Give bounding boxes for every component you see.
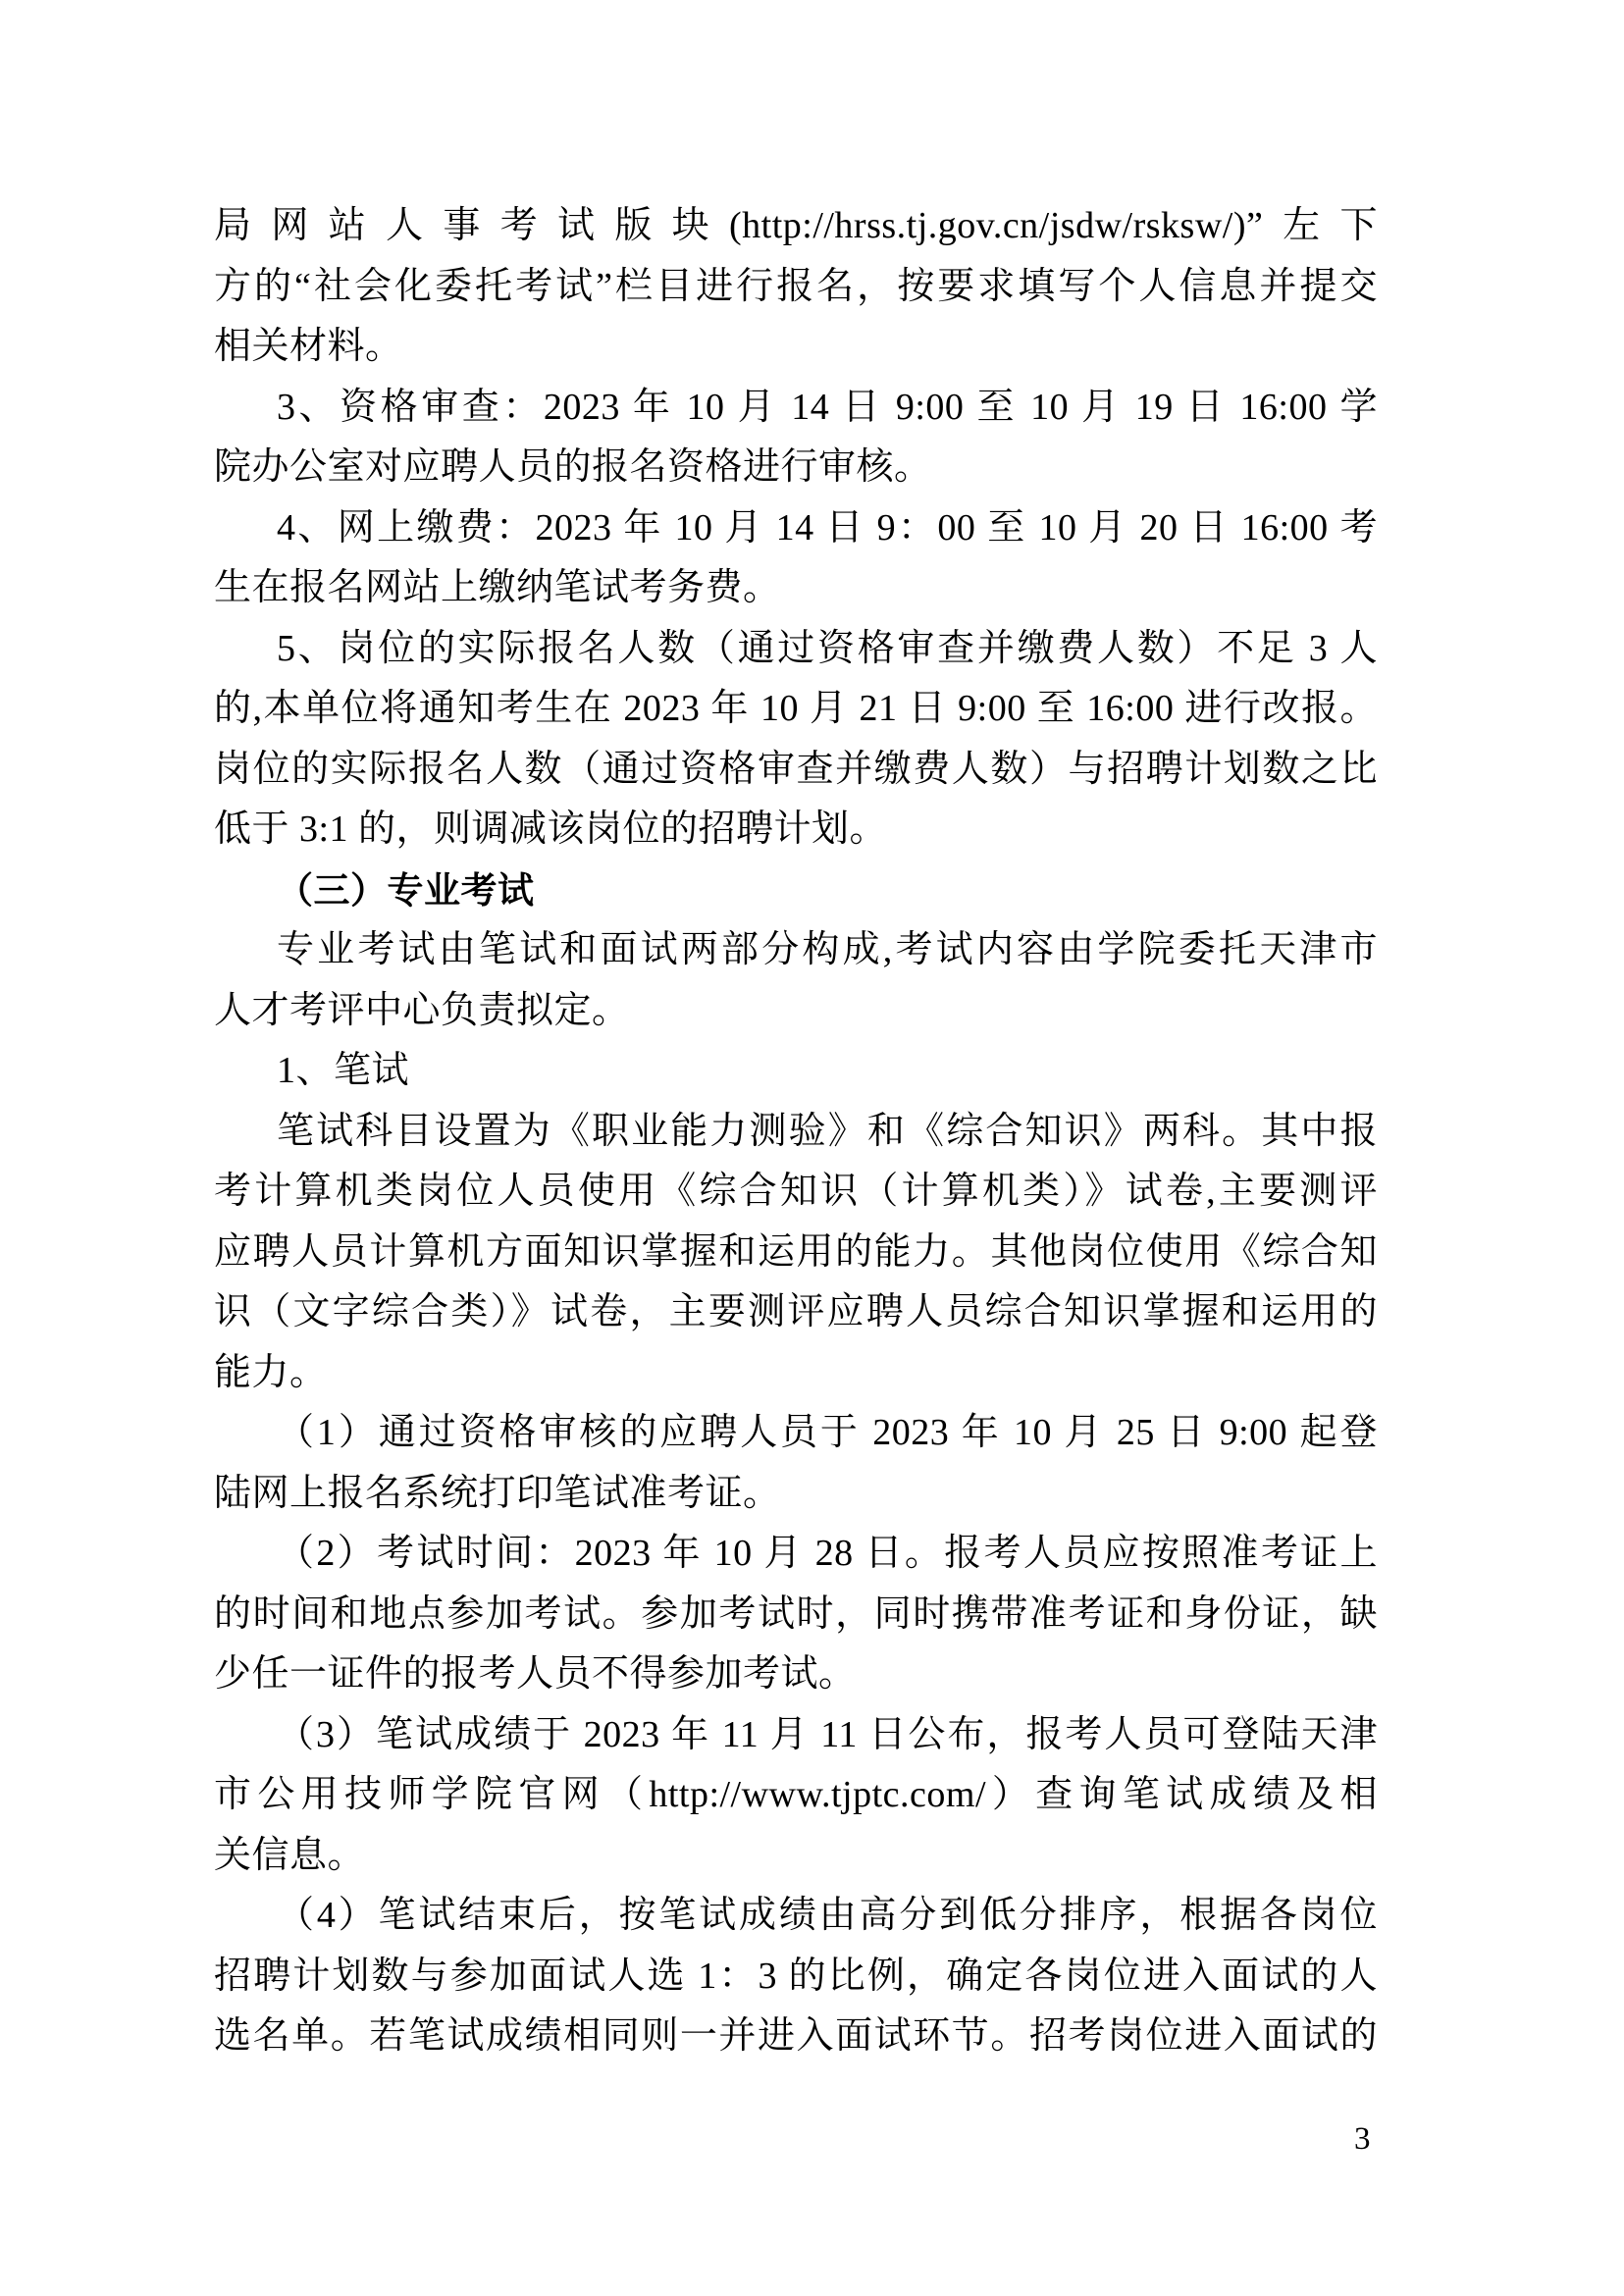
text-line: 市公用技师学院官网（http://www.tjptc.com/）查询笔试成绩及相 (214, 1774, 1378, 1815)
text-line: 低于 3:1 的，则调减该岗位的招聘计划。 (214, 809, 888, 850)
text-line: 相关材料。 (214, 326, 403, 367)
section-heading: （三）专业考试 (277, 869, 535, 911)
text-line: 考计算机类岗位人员使用《综合知识（计算机类）》试卷,主要测评 (214, 1171, 1378, 1212)
document-body-text (214, 196, 1378, 2067)
text-line: 少任一证件的报考人员不得参加考试。 (214, 1653, 857, 1695)
text-line: 5、岗位的实际报名人数（通过资格审查并缴费人数）不足 3 人 (277, 627, 1378, 669)
text-line: （4）笔试结束后，按笔试成绩由高分到低分排序，根据各岗位 (277, 1895, 1378, 1936)
text-line: 的时间和地点参加考试。参加考试时，同时携带准考证和身份证，缺 (214, 1592, 1378, 1635)
text-line: 生在报名网站上缴纳笔试考务费。 (214, 567, 781, 608)
text-line: 人才考评中心负责拟定。 (214, 989, 630, 1031)
text-line: 1、笔试 (277, 1050, 410, 1091)
text-line: 应聘人员计算机方面知识掌握和运用的能力。其他岗位使用《综合知 (214, 1230, 1378, 1273)
text-line: 识（文字综合类）》试卷，主要测评应聘人员综合知识掌握和运用的 (214, 1291, 1378, 1332)
text-line: 关信息。 (214, 1834, 366, 1876)
text-line: 专业考试由笔试和面试两部分构成,考试内容由学院委托天津市 (277, 929, 1378, 970)
text-line: 院办公室对应聘人员的报名资格进行审核。 (214, 446, 932, 488)
page-number: 3 (1354, 2121, 1371, 2157)
text-line: 笔试科目设置为《职业能力测验》和《综合知识》两科。其中报 (277, 1110, 1378, 1152)
text-line: 方的“社会化委托考试”栏目进行报名，按要求填写个人信息并提交 (214, 265, 1378, 307)
text-line: （3）笔试成绩于 2023 年 11 月 11 日公布，报考人员可登陆天津 (277, 1713, 1378, 1755)
text-line: （1）通过资格审核的应聘人员于 2023 年 10 月 25 日 9:00 起登 (277, 1412, 1378, 1453)
text-line: 3、资格审查：2023 年 10 月 14 日 9:00 至 10 月 19 日 16:00 学 (277, 386, 1378, 428)
text-line: 的,本单位将通知考生在 2023 年 10 月 21 日 9:00 至 16:00 进行改报。 (214, 688, 1378, 729)
text-line: 能力。 (214, 1351, 328, 1393)
text-line: 局网站人事考试版块(http://hrss.tj.gov.cn/jsdw/rsksw/)”左下 (214, 205, 1378, 246)
text-line: （2）考试时间：2023 年 10 月 28 日。报考人员应按照准考证上 (277, 1533, 1378, 1574)
text-line: 招聘计划数与参加面试人选 1：3 的比例，确定各岗位进入面试的人 (214, 1955, 1378, 1997)
text-line: 陆网上报名系统打印笔试准考证。 (214, 1472, 781, 1514)
text-line: 选名单。若笔试成绩相同则一并进入面试环节。招考岗位进入面试的 (214, 2015, 1378, 2057)
text-line: 4、网上缴费：2023 年 10 月 14 日 9：00 至 10 月 20 日 16:00 考 (277, 506, 1378, 548)
text-line: 岗位的实际报名人数（通过资格审查并缴费人数）与招聘计划数之比 (214, 748, 1378, 790)
